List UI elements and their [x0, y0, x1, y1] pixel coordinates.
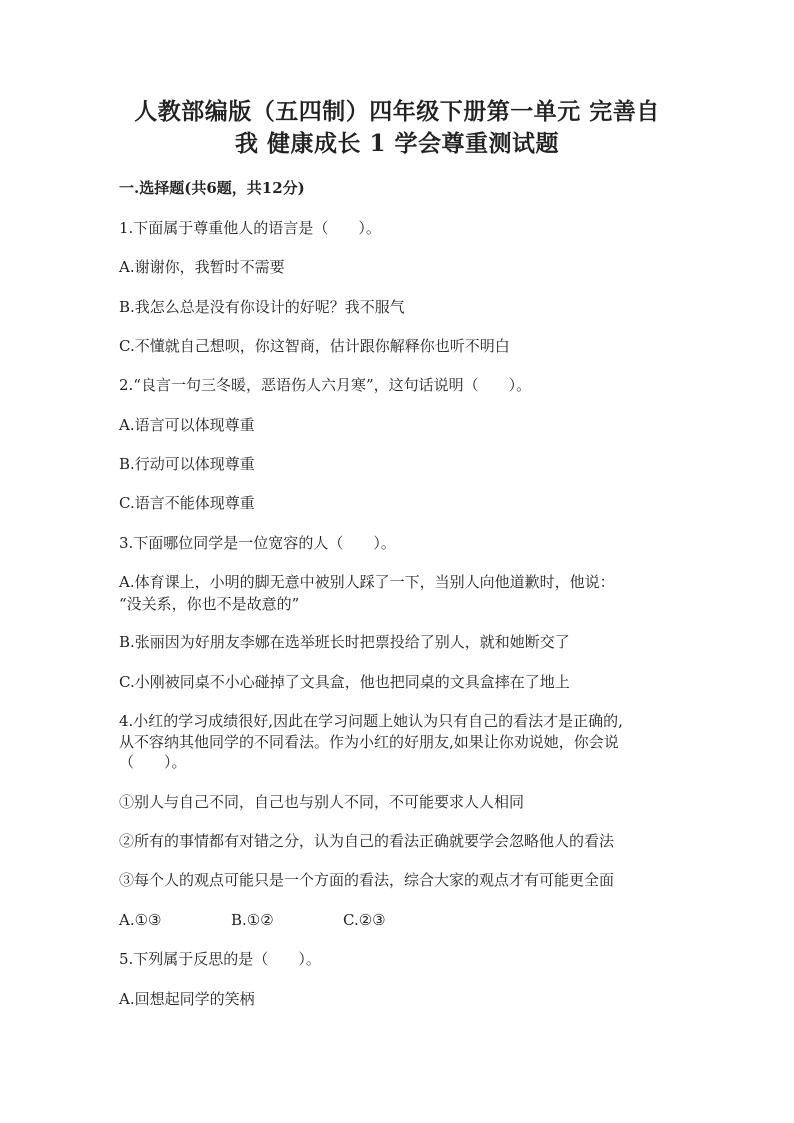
section-heading: 一.选择题(共6题，共12分) — [119, 179, 305, 197]
question-4-statement-1: ①别人与自己不同，自己也与别人不同，不可能要求人人相同 — [119, 793, 525, 811]
question-4-option-b: B.①② — [231, 911, 274, 929]
question-2-option-a: A.语言可以体现尊重 — [119, 416, 255, 434]
question-4-statement-3: ③每个人的观点可能只是一个方面的看法，综合大家的观点才有可能更全面 — [119, 871, 615, 889]
question-4-stem-line-2: 从不容纳其他同学的不同看法。作为小红的好朋友,如果让你劝说她，你会说 — [119, 733, 619, 751]
question-4-stem-line-3: （ ）。 — [119, 753, 187, 771]
question-1-option-b: B.我怎么总是没有你设计的好呢？我不服气 — [119, 298, 405, 316]
question-4-statement-2: ②所有的事情都有对错之分，认为自己的看法正确就要学会忽略他人的看法 — [119, 832, 615, 850]
question-1-option-a: A.谢谢你，我暂时不需要 — [119, 258, 285, 276]
question-3-option-a-continued: “没关系，你也不是故意的” — [119, 595, 300, 613]
question-1-option-c: C.不懂就自己想呗，你这智商，估计跟你解释你也听不明白 — [119, 337, 510, 355]
question-3-option-a: A.体育课上，小明的脚无意中被别人踩了一下，当别人向他道歉时，他说： — [119, 573, 615, 591]
question-4-stem-line-1: 4.小红的学习成绩很好,因此在学习问题上她认为只有自己的看法才是正确的, — [119, 712, 623, 730]
question-2-option-c: C.语言不能体现尊重 — [119, 494, 255, 512]
question-3-option-c: C.小刚被同桌不小心碰掉了文具盒，他也把同桌的文具盒摔在了地上 — [119, 673, 570, 691]
question-3-option-b: B.张丽因为好朋友李娜在选举班长时把票投给了别人，就和她断交了 — [119, 633, 570, 651]
question-5-stem: 5.下列属于反思的是（ ）。 — [119, 950, 321, 968]
page-title-line-1: 人教部编版（五四制）四年级下册第一单元 完善自 — [134, 98, 660, 125]
question-3-stem: 3.下面哪位同学是一位宽容的人（ ）。 — [119, 534, 396, 552]
question-4-option-a: A.①③ — [119, 911, 162, 929]
question-2-stem: 2.“良言一句三冬暖，恶语伤人六月寒”，这句话说明（ ）。 — [119, 376, 532, 394]
question-5-option-a: A.回想起同学的笑柄 — [119, 990, 255, 1008]
question-1-stem: 1.下面属于尊重他人的语言是（ ）。 — [119, 219, 381, 237]
page-title-line-2: 我 健康成长 1 学会尊重测试题 — [234, 130, 560, 157]
question-4-option-c: C.②③ — [343, 911, 386, 929]
question-4-options-row — [119, 910, 386, 930]
question-2-option-b: B.行动可以体现尊重 — [119, 455, 255, 473]
